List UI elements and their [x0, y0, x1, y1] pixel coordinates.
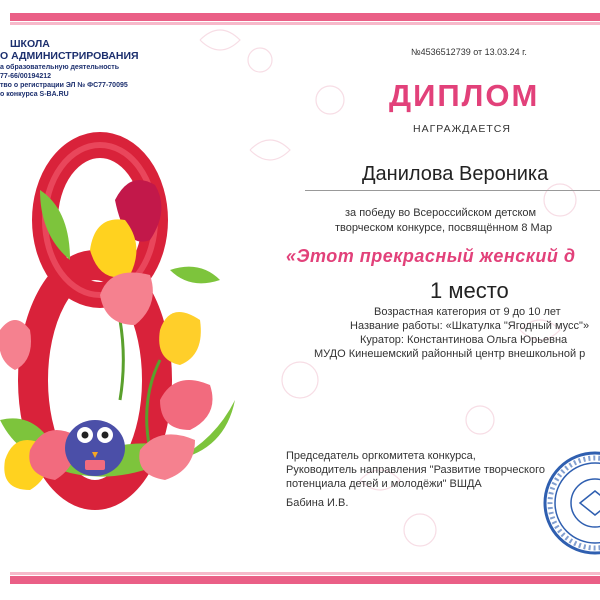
awarded-label: НАГРАЖДАЕТСЯ [413, 123, 511, 135]
owl-mascot-icon [65, 420, 125, 476]
logo-line-2: О АДМИНИСТРИРОВАНИЯ [0, 50, 139, 62]
top-border-light [10, 22, 600, 25]
diploma-title: ДИПЛОМ [389, 78, 540, 113]
work-title: Название работы: «Шкатулка "Ягодный мусс"» [350, 320, 590, 332]
curator: Куратор: Константинова Ольга Юрьевна [360, 334, 568, 346]
signature-line-1: Председатель оргкомитета конкурса, [286, 450, 476, 462]
award-text-line-1: за победу во Всероссийском детском [345, 207, 537, 219]
school-logo-block [0, 38, 160, 99]
logo-line-6: о конкурса S-BA.RU [0, 91, 69, 98]
logo-line-5: тво о регистрации ЭЛ № ФС77-70095 [0, 82, 128, 89]
document-number: №4536512739 от 13.03.24 г. [411, 47, 527, 57]
bottom-border-light [10, 572, 600, 575]
award-text-line-2: творческом конкурсе, посвящённом 8 Мар [335, 222, 553, 234]
top-border [10, 13, 600, 21]
contest-name: «Этот прекрасный женский д [286, 246, 576, 266]
organization: МУДО Кинешемский районный центр внешкольной р [314, 348, 586, 360]
place-result: 1 место [430, 278, 509, 303]
decorative-eight-tulips-illustration [0, 130, 250, 530]
name-underline [305, 190, 600, 191]
signer-name: Бабина И.В. [286, 497, 349, 509]
official-stamp [540, 448, 600, 558]
logo-line-4: 77-66/00194212 [0, 73, 51, 80]
recipient-name: Данилова Вероника [362, 163, 549, 185]
signature-line-3: потенциала детей и молодёжи" ВШДА [286, 478, 482, 490]
logo-line-3: а образовательную деятельность [0, 64, 120, 71]
logo-line-1: ШКОЛА [10, 38, 50, 50]
bottom-border [10, 576, 600, 584]
signature-line-2: Руководитель направления "Развитие творческого [286, 464, 545, 476]
age-category: Возрастная категория от 9 до 10 лет [374, 306, 561, 318]
